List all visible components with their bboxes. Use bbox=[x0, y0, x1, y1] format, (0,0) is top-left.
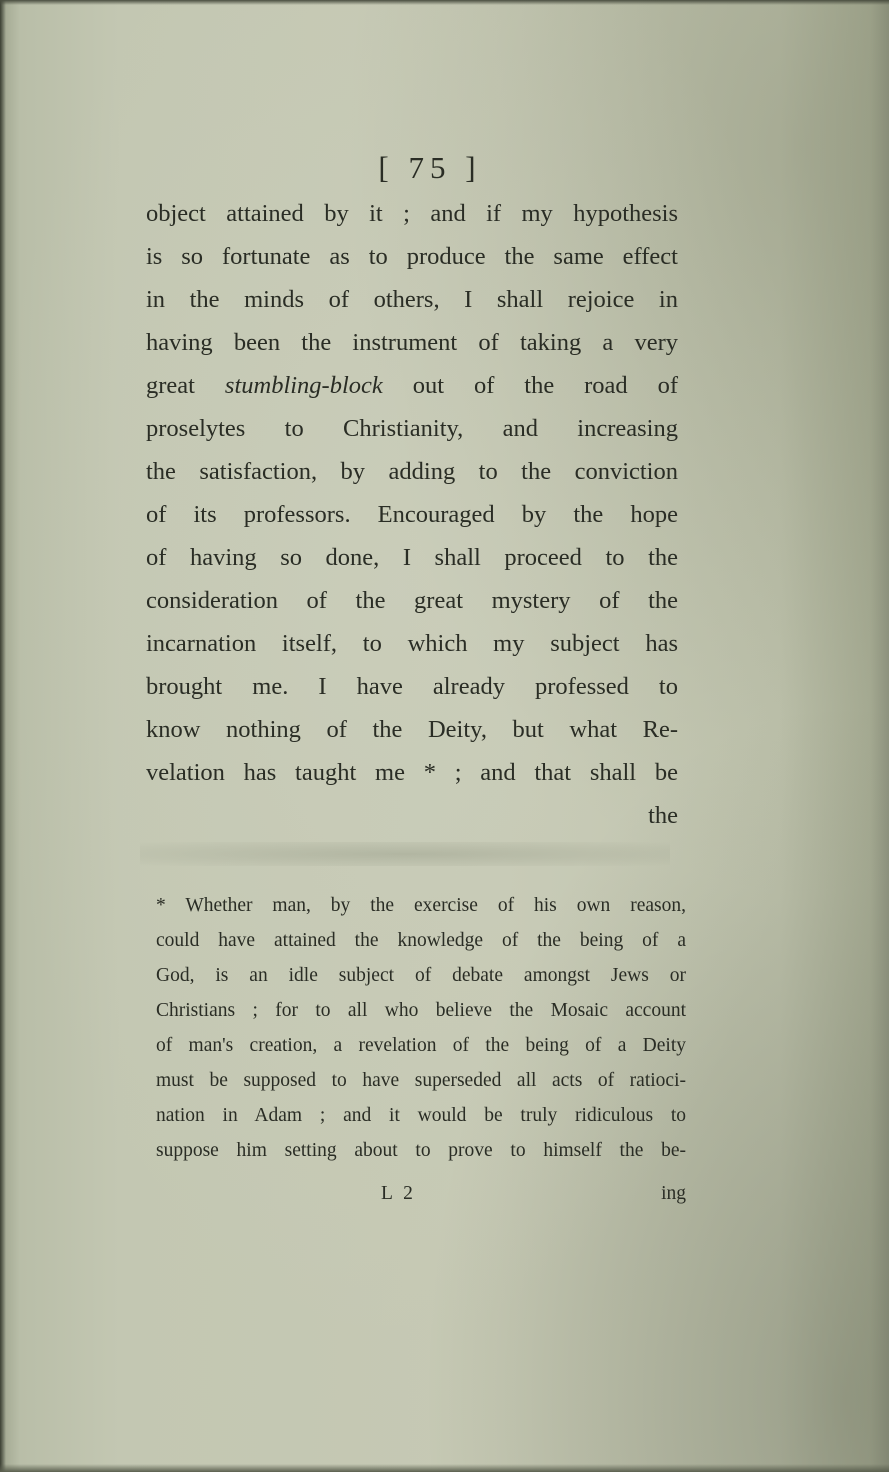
body-line: know nothing of the Deity, but what Re- bbox=[146, 716, 678, 743]
body-text bbox=[146, 192, 678, 837]
body-line: having been the instrument of taking a very bbox=[146, 329, 678, 356]
footnote-line: could have attained the knowledge of the being of a bbox=[156, 930, 686, 951]
page-edge-top bbox=[0, 0, 889, 5]
footnote-catchword: ing bbox=[661, 1183, 686, 1204]
body-line: of its professors. Encouraged by the hope bbox=[146, 501, 678, 528]
footnote-line: God, is an idle subject of debate amongst Jews or bbox=[156, 965, 686, 986]
footnote-line: * Whether man, by the exercise of his own reason, bbox=[156, 895, 686, 916]
signature-row bbox=[156, 1176, 686, 1211]
body-line: in the minds of others, I shall rejoice in bbox=[146, 286, 678, 313]
italic-phrase: stumbling-block bbox=[224, 372, 383, 399]
body-line: velation has taught me * ; and that shall be bbox=[146, 759, 678, 786]
footnote bbox=[156, 888, 686, 1168]
footnote-line: nation in Adam ; and it would be truly ridiculous to bbox=[156, 1105, 686, 1126]
body-line: incarnation itself, to which my subject has bbox=[146, 630, 678, 657]
body-line bbox=[146, 364, 678, 407]
body-line: consideration of the great mystery of the bbox=[146, 587, 678, 614]
body-line: of having so done, I shall proceed to the bbox=[146, 544, 678, 571]
body-line: the satisfaction, by adding to the conviction bbox=[146, 458, 678, 485]
body-line: proselytes to Christianity, and increasing bbox=[146, 415, 678, 442]
page-edge-bottom bbox=[0, 1464, 889, 1472]
body-line: is so fortunate as to produce the same effect bbox=[146, 243, 678, 270]
body-line: brought me. I have already professed to bbox=[146, 673, 678, 700]
body-line-text: great bbox=[146, 372, 225, 399]
body-line-text: out of the road of bbox=[382, 372, 679, 399]
body-line: object attained by it ; and if my hypothesis bbox=[146, 200, 678, 227]
bleed-through-smudge bbox=[140, 842, 670, 866]
signature-mark: L 2 bbox=[381, 1183, 416, 1204]
footnote-line: suppose him setting about to prove to himself the be- bbox=[156, 1140, 686, 1161]
footnote-line: Christians ; for to all who believe the Mosaic account bbox=[156, 1000, 686, 1021]
page-edge-left bbox=[0, 0, 6, 1472]
footnote-line: of man's creation, a revelation of the being of a Deity bbox=[156, 1035, 686, 1056]
body-catchword: the bbox=[648, 802, 678, 829]
footnote-line: must be supposed to have superseded all acts of ratioci- bbox=[156, 1070, 686, 1091]
page-number: [ 75 ] bbox=[378, 150, 482, 185]
